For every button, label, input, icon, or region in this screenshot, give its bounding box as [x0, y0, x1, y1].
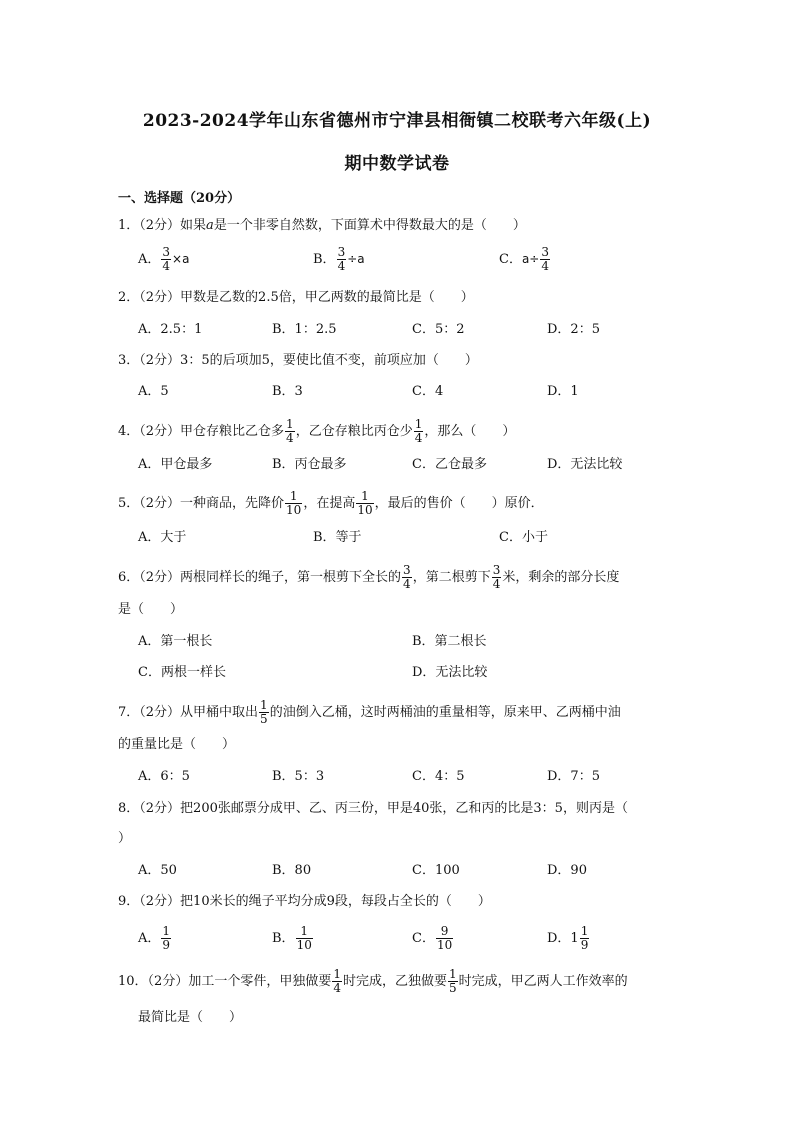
q2-option-d: D．2：5 — [547, 322, 600, 337]
question-7-text: 7．（2分）从甲桶中取出 — [118, 705, 259, 720]
question-7 — [118, 699, 621, 726]
fraction-denominator: 4 — [333, 981, 341, 995]
q9-option-b — [272, 925, 314, 952]
question-7-text-end: 的油倒入乙桶，这时两桶油的重量相等，原来甲、乙两桶中油 — [269, 705, 621, 720]
fraction-denominator: 10 — [296, 938, 312, 952]
question-4-text: 4．（2分）甲仓存粮比乙仓多 — [118, 424, 285, 439]
q3-option-d: D．1 — [547, 384, 579, 399]
fraction-denominator: 10 — [286, 503, 302, 517]
q8-option-c: C．100 — [412, 863, 460, 878]
question-6-continuation: 是（ ） — [118, 602, 184, 617]
fraction — [285, 490, 302, 517]
fraction-numerator: 1 — [300, 924, 309, 938]
question-3: 3．（2分）3：5的后项加5，要使比值不变，前项应加（ ） — [118, 353, 478, 368]
q5-option-c: C．小于 — [499, 530, 548, 545]
fraction — [356, 490, 373, 517]
option-expression: ÷a — [347, 252, 365, 266]
fraction-denominator: 4 — [337, 259, 346, 273]
question-6-text: 6．（2分）两根同样长的绳子，第一根剪下全长的 — [118, 570, 402, 585]
question-4 — [118, 418, 515, 445]
q1-option-b — [313, 246, 365, 273]
question-5-text-end: ，最后的售价（ ）原价． — [374, 496, 544, 511]
option-label: B． — [272, 931, 295, 946]
fraction-numerator: 3 — [492, 563, 501, 577]
question-1-variable: a — [206, 218, 214, 233]
fraction — [436, 925, 453, 952]
page-title-line1: 2023-2024学年山东省德州市宁津县相衙镇二校联考六年级(上) — [142, 111, 652, 131]
q3-option-a: A．5 — [138, 384, 169, 399]
q1-option-a — [138, 246, 189, 273]
fraction-denominator: 5 — [260, 712, 268, 726]
q7-option-c: C．4：5 — [412, 769, 465, 784]
q6-option-c: C．两根一样长 — [138, 665, 226, 680]
fraction-denominator: 10 — [357, 503, 373, 517]
question-7-continuation: 的重量比是（ ） — [118, 737, 236, 752]
fraction-denominator: 4 — [403, 577, 411, 591]
fraction — [161, 925, 171, 952]
question-10-text-mid: 时完成，乙独做要 — [342, 974, 447, 989]
question-5-text: 5．（2分）一种商品，先降价 — [118, 496, 285, 511]
question-9: 9．（2分）把10米长的绳子平均分成9段，每段占全长的（ ） — [118, 894, 491, 909]
fraction — [161, 246, 171, 273]
question-10-text-end: 时完成，甲乙两人工作效率的 — [458, 974, 628, 989]
q9-option-d — [547, 925, 590, 952]
fraction — [285, 418, 295, 445]
fraction-denominator: 10 — [436, 938, 453, 952]
q7-option-b: B．5：3 — [272, 769, 325, 784]
fraction — [414, 418, 424, 445]
page-title-line2: 期中数学试卷 — [344, 154, 450, 174]
fraction-numerator: 1 — [414, 417, 423, 431]
question-6-text-end: 米，剩余的部分长度 — [502, 570, 620, 585]
question-4-text-mid: ，乙仓存粮比丙仓少 — [295, 424, 413, 439]
q6-option-d: D．无法比较 — [412, 665, 488, 680]
fraction-denominator: 9 — [580, 938, 589, 952]
fraction — [296, 925, 313, 952]
q9-option-a — [138, 925, 172, 952]
fraction-denominator: 4 — [541, 259, 550, 273]
fraction-numerator: 1 — [448, 967, 457, 981]
q2-option-b: B．1：2.5 — [272, 322, 337, 337]
fraction-denominator: 4 — [414, 431, 423, 445]
q3-option-b: B．3 — [272, 384, 303, 399]
fraction — [337, 246, 347, 273]
q6-option-b: B．第二根长 — [412, 634, 487, 649]
option-label: A． — [138, 931, 161, 946]
fraction-denominator: 9 — [162, 938, 171, 952]
q8-option-d: D．90 — [547, 863, 587, 878]
q4-option-a: A．甲仓最多 — [138, 457, 213, 472]
fraction — [540, 246, 550, 273]
question-1 — [118, 215, 526, 237]
q8-option-a: A．50 — [138, 863, 177, 878]
fraction — [580, 925, 590, 952]
q4-option-d: D．无法比较 — [547, 457, 623, 472]
fraction-numerator: 1 — [580, 924, 589, 938]
q3-option-c: C．4 — [412, 384, 444, 399]
fraction — [259, 699, 269, 726]
fraction-numerator: 1 — [289, 489, 298, 503]
question-1-text: 是一个非零自然数，下面算术中得数最大的是（ ） — [213, 218, 526, 233]
q5-option-a: A．大于 — [138, 530, 187, 545]
fraction-numerator: 1 — [260, 698, 268, 712]
fraction-numerator: 3 — [337, 245, 346, 259]
question-10-text: 10．（2分）加工一个零件，甲独做要 — [118, 974, 332, 989]
q2-option-a: A．2.5：1 — [138, 322, 203, 337]
q8-option-b: B．80 — [272, 863, 312, 878]
question-4-text-end: ，那么（ ） — [424, 424, 516, 439]
question-1-number: 1．（2分）如果 — [118, 218, 207, 233]
option-label: C． — [412, 931, 435, 946]
question-10 — [118, 968, 628, 995]
option-label: A． — [138, 252, 161, 267]
fraction-numerator: 1 — [333, 967, 341, 981]
question-6 — [118, 564, 619, 591]
fraction-numerator: 3 — [162, 245, 171, 259]
q7-option-d: D．7：5 — [547, 769, 600, 784]
question-5 — [118, 490, 544, 517]
question-8-continuation: ） — [118, 831, 132, 846]
q2-option-c: C．5：2 — [412, 322, 465, 337]
fraction-numerator: 1 — [162, 924, 171, 938]
fraction — [492, 564, 502, 591]
q5-option-b: B．等于 — [313, 530, 362, 545]
fraction-denominator: 4 — [492, 577, 501, 591]
fraction-numerator: 1 — [361, 489, 369, 503]
fraction-denominator: 4 — [162, 259, 171, 273]
option-label: C． — [499, 252, 522, 267]
fraction-numerator: 1 — [286, 417, 294, 431]
option-label: B． — [313, 252, 336, 267]
fraction — [332, 968, 342, 995]
fraction-numerator: 3 — [403, 563, 411, 577]
q1-option-c — [499, 246, 551, 273]
fraction-numerator: 9 — [440, 924, 449, 938]
q6-option-a: A．第一根长 — [138, 634, 213, 649]
q4-option-b: B．丙仓最多 — [272, 457, 347, 472]
option-label: D．1 — [547, 931, 579, 946]
question-6-text-mid: ，第二根剪下 — [412, 570, 491, 585]
q9-option-c — [412, 925, 454, 952]
question-5-text-mid: ，在提高 — [303, 496, 356, 511]
section-heading: 一、选择题（20分） — [118, 191, 241, 206]
fraction — [448, 968, 458, 995]
option-expression: ×a — [172, 252, 190, 266]
fraction-denominator: 5 — [448, 981, 457, 995]
question-8: 8．（2分）把200张邮票分成甲、乙、丙三份，甲是40张，乙和丙的比是3：5，则丙是（ — [118, 801, 628, 816]
option-expression: a÷ — [521, 252, 540, 266]
q4-option-c: C．乙仓最多 — [412, 457, 487, 472]
fraction-numerator: 3 — [541, 245, 550, 259]
q7-option-a: A．6：5 — [138, 769, 190, 784]
fraction — [402, 564, 412, 591]
fraction-denominator: 4 — [286, 431, 294, 445]
question-10-continuation: 最简比是（ ） — [138, 1010, 243, 1025]
question-2: 2．（2分）甲数是乙数的2.5倍，甲乙两数的最简比是（ ） — [118, 290, 474, 305]
